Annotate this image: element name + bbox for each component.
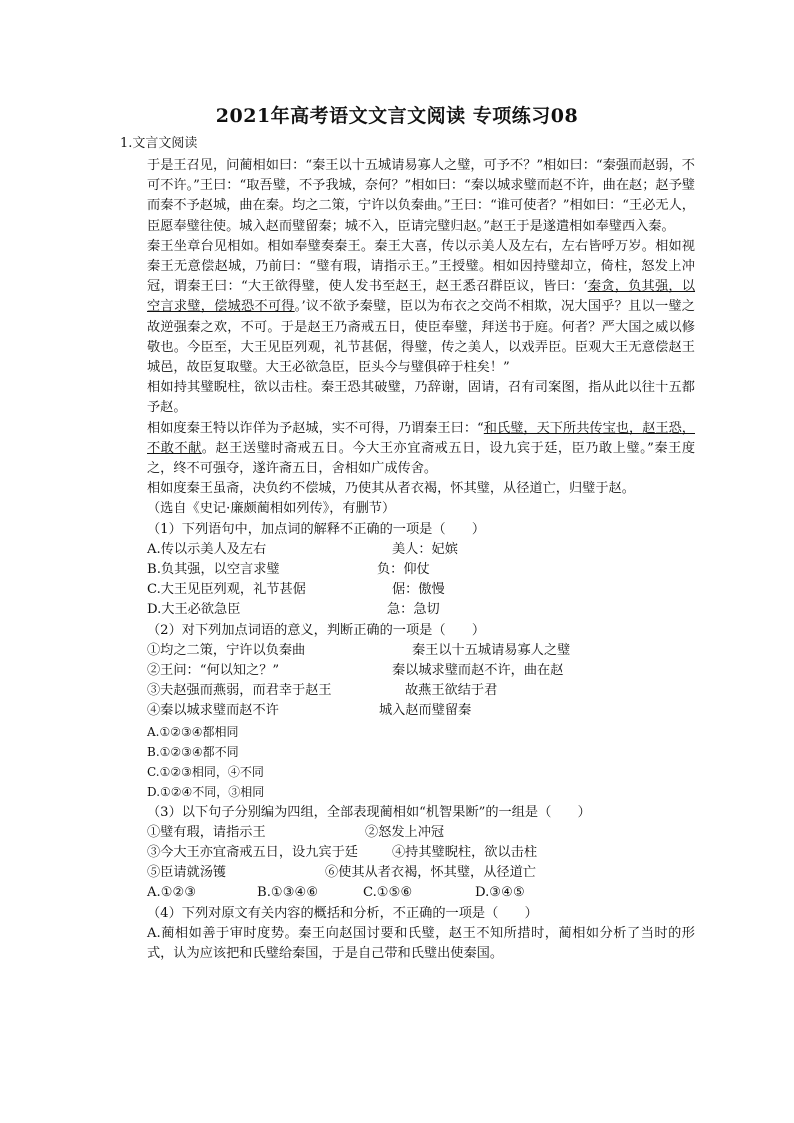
item-right: ④持其璧睨柱，欲以击柱 xyxy=(392,844,538,860)
q1-option-d xyxy=(147,600,695,620)
passage-text: 相如度秦王特以诈佯为予赵城，实不可得，乃谓秦王曰：“ xyxy=(147,420,484,436)
item-left: ③今大王亦宜斋戒五日，设九宾于廷 xyxy=(147,844,358,860)
underlined-sentence: 秦贪，负其强，以空言求璧，偿城恐不可得 xyxy=(147,279,696,315)
q3-items-2 xyxy=(147,843,695,863)
q3-option-a: A.①②③ xyxy=(147,885,197,901)
passage-text: 。’议不欲予秦璧，臣以为布衣之交尚不相欺，况大国乎？且以一璧之故逆强秦之欢，不可。于是赵王乃斋戒五日，使臣奉璧，拜送书于庭。何者？严大国之威以修敬也。今臣至，大王见臣列观，礼节甚倨，得璧，传之美人，以戏弄臣。臣观大王无意偿赵王城邑，故臣复取璧。大王必欲急臣，臣头今与璧俱碎于柱矣！” xyxy=(147,299,695,376)
q2-pair-3 xyxy=(147,681,695,701)
underlined-sentence: 和氏璧，天下所共传宝也，赵王恐，不敢不献 xyxy=(147,420,695,456)
q4-option-a: A.蔺相如善于审时度势。秦王向赵国讨要和氏璧，赵王不知所措时，蔺相如分析了当时的形式，认为应该把和氏璧给秦国，于是自己带和氏璧出使秦国。 xyxy=(147,925,695,961)
item-left: ⑤臣请就汤镬 xyxy=(147,865,227,881)
q2-option-a: A.①②③④都相同 xyxy=(147,724,239,739)
pair-right: 城入赵而璧留秦 xyxy=(379,703,472,719)
item-right: ⑥使其从者衣褐，怀其璧，从径道亡 xyxy=(325,865,536,881)
passage-paragraph-4 xyxy=(147,419,695,480)
pair-left: ②王问：“何以知之？” xyxy=(147,663,280,679)
pair-left: ①均之二策，宁许以负秦曲 xyxy=(147,642,306,658)
q2-option-d: D.①②④不同，③相同 xyxy=(147,785,265,800)
pair-right: 故燕王欲结于君 xyxy=(405,683,498,699)
item-left: ①璧有瑕，请指示王 xyxy=(147,824,266,840)
q2-pair-4 xyxy=(147,701,695,721)
option-text: A.传以示美人及左右 xyxy=(147,541,267,557)
q2-pair-2 xyxy=(147,661,695,681)
option-gloss: 负：仰仗 xyxy=(377,562,430,578)
q1-stem: （1）下列语句中，加点词的解释不正确的一项是（ ） xyxy=(147,521,486,537)
option-gloss: 美人：妃嫔 xyxy=(392,541,458,557)
q3-option-b: B.①③④⑥ xyxy=(257,885,319,901)
item-right: ②怒发上冲冠 xyxy=(365,824,445,840)
q2-option-b: B.①②③④都不同 xyxy=(147,744,239,759)
passage-paragraph-1: 于是王召见，问蔺相如曰：“秦王以十五城请易寡人之璧，可予不？”相如曰：“秦强而赵弱，不可不许。”王曰：“取吾璧，不予我城，奈何？”相如曰：“秦以城求璧而赵不许，曲在赵；赵予璧而秦不予赵城，曲在秦。均之二策，宁许以负秦曲。”王曰：“谁可使者？”相如曰：“王必无人，臣愿奉璧往使。城入赵而璧留秦；城不入，臣请完璧归赵。”赵王于是遂遣相如奉璧西入秦。 xyxy=(147,158,695,234)
pair-left: ④秦以城求璧而赵不许 xyxy=(147,703,279,719)
pair-right: 秦以城求璧而赵不许，曲在赵 xyxy=(392,663,564,679)
passage-paragraph-5: 相如度秦王虽斋，决负约不偿城，乃使其从者衣褐，怀其璧，从径道亡，归璧于赵。 xyxy=(147,481,635,497)
q3-stem: （3）以下句子分别编为四组，全部表现蔺相如“机智果断”的一组是（ ） xyxy=(147,804,591,820)
passage-text: 秦王坐章台见相如。相如奉璧奏秦王。秦王大喜，传以示美人及左右，左右皆呼万岁。相如视秦王无意偿赵城，乃前曰：“璧有瑕，请指示王。”王授璧。相如因持璧却立，倚柱，怒发上冲冠，谓秦王曰：“大王欲得璧，使人发书至赵王，赵王悉召群臣议，皆曰：‘ xyxy=(147,238,695,295)
option-text: C.大王见臣列观，礼节甚倨 xyxy=(147,582,306,598)
passage-paragraph-3: 相如持其璧睨柱，欲以击柱。秦王恐其破璧，乃辞谢，固请，召有司案图，指从此以往十五都予赵。 xyxy=(147,380,695,416)
q1-option-a xyxy=(147,540,695,560)
option-text: B.负其强，以空言求璧 xyxy=(147,562,280,578)
passage-source: （选自《史记·廉颇蔺相如列传》，有删节） xyxy=(147,501,396,517)
q3-option-d: D.③④⑤ xyxy=(475,885,525,901)
passage-paragraph-2 xyxy=(147,237,695,378)
option-gloss: 倨：傲慢 xyxy=(392,582,445,598)
document-body xyxy=(147,156,695,964)
q4-stem: （4）下列对原文有关内容的概括和分析，不正确的一项是（ ） xyxy=(147,905,538,921)
q1-option-b xyxy=(147,560,695,580)
q3-option-c: C.①⑤⑥ xyxy=(363,885,413,901)
passage-text: 。赵王送璧时斋戒五日。今大王亦宜斋戒五日，设九宾于廷，臣乃敢上璧。”秦王度之，终不可强夺，遂许斋五日，舍相如广成传舍。 xyxy=(147,440,696,477)
option-text: D.大王必欲急臣 xyxy=(147,602,241,618)
q3-items-3 xyxy=(147,863,695,883)
q2-option-c: C.①②③相同，④不同 xyxy=(147,765,264,780)
document-title: 2021年高考语文文言文阅读 专项练习08 xyxy=(215,105,579,127)
pair-right: 秦王以十五城请易寡人之璧 xyxy=(412,642,571,658)
question-label: 1.文言文阅读 xyxy=(120,136,198,151)
option-gloss: 急：急切 xyxy=(387,602,440,618)
q1-option-c xyxy=(147,580,695,600)
q3-items-1 xyxy=(147,823,695,843)
q2-pair-1 xyxy=(147,641,695,661)
q3-options xyxy=(147,883,695,903)
q2-stem: （2）对下列加点词语的意义，判断正确的一项是（ ） xyxy=(147,622,486,638)
pair-left: ③夫赵强而燕弱，而君幸于赵王 xyxy=(147,683,332,699)
